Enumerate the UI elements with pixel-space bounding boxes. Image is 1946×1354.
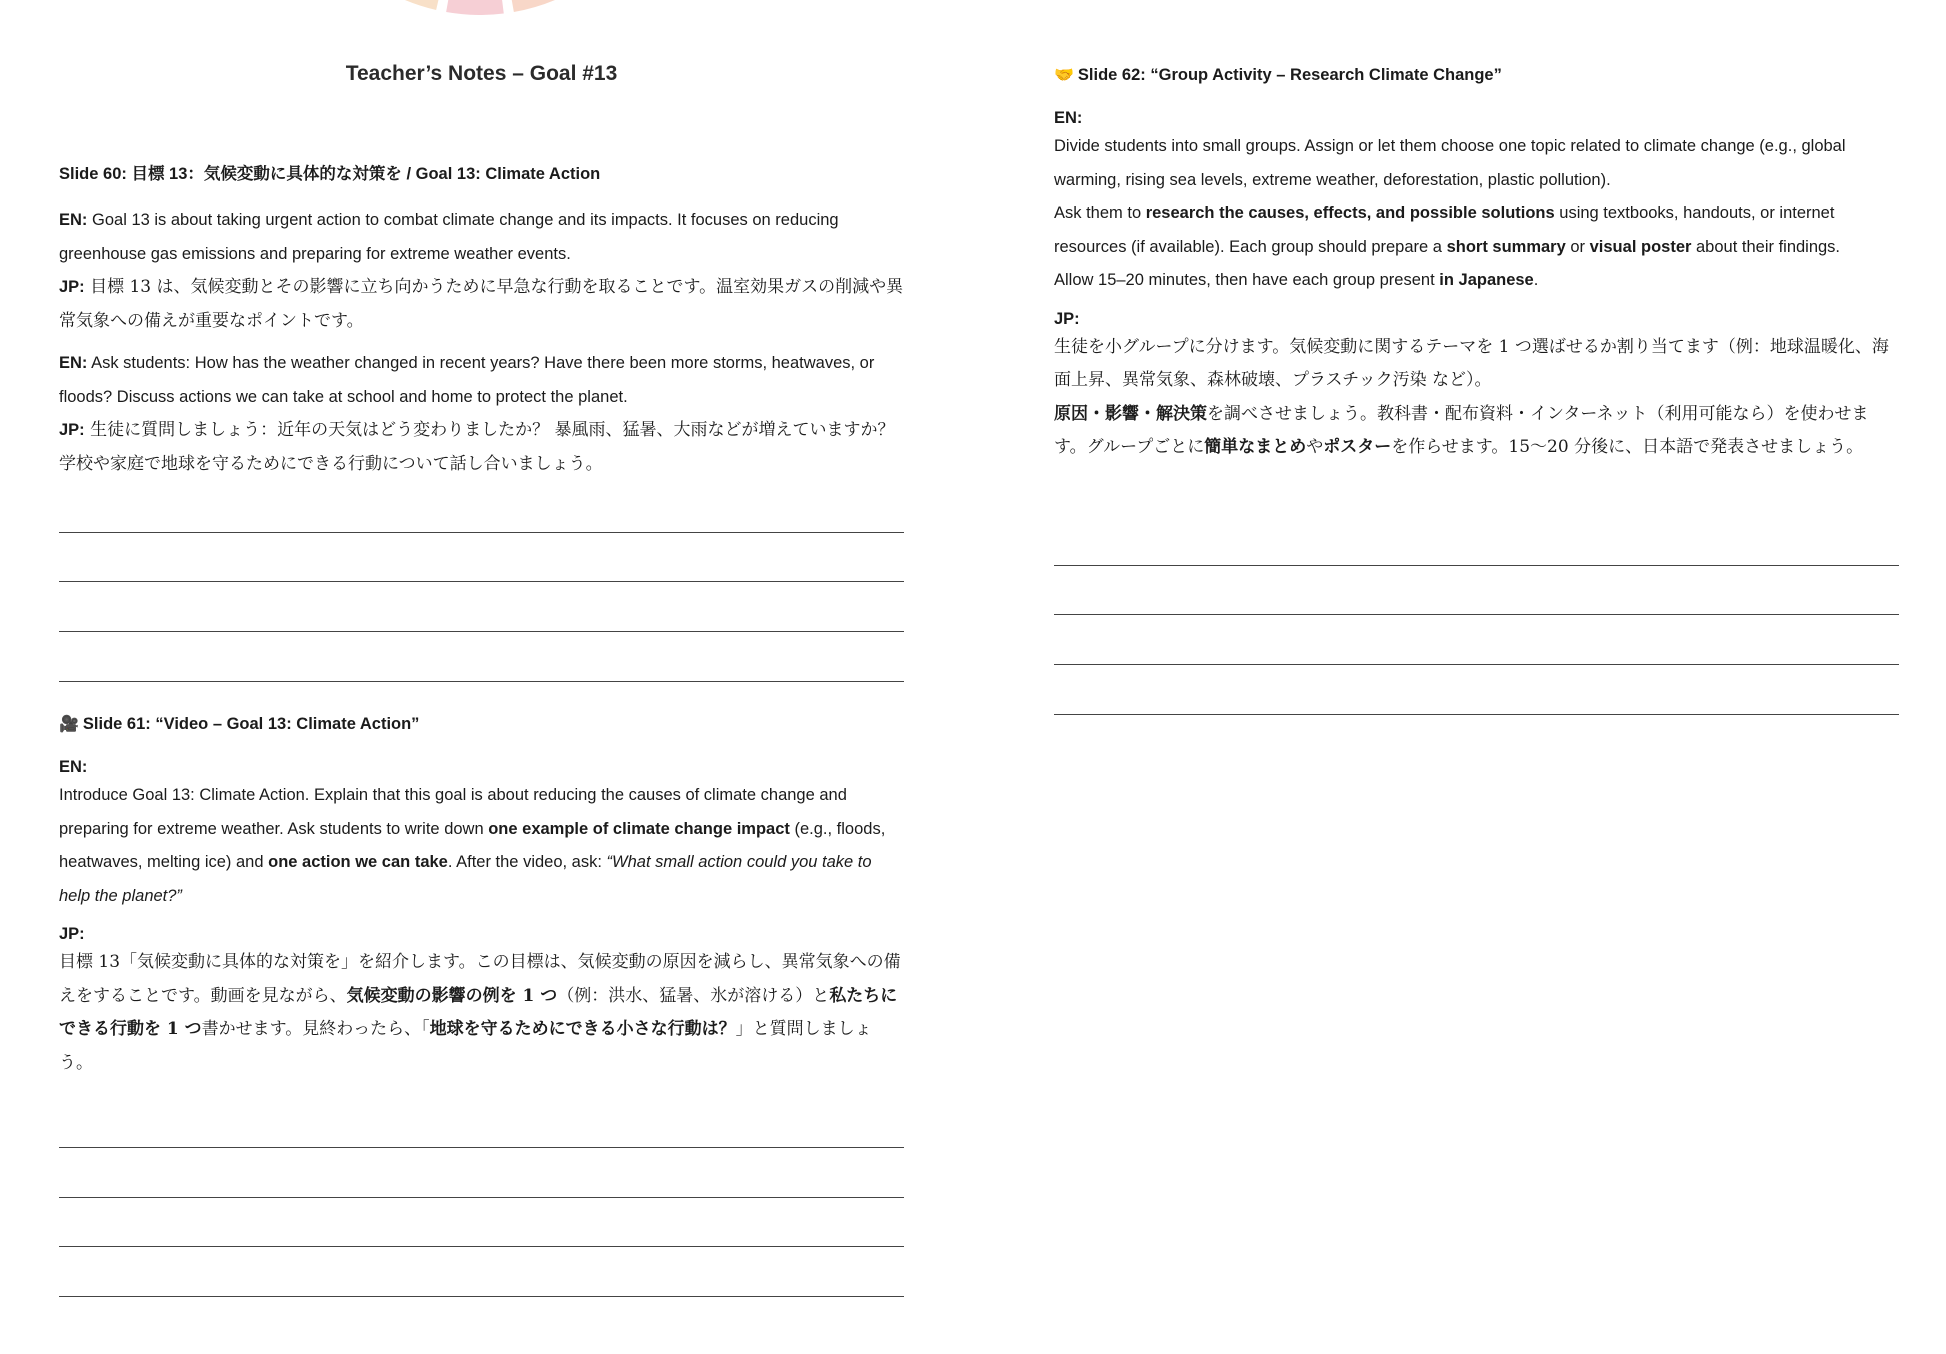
slide-61-jp: 目標 13「気候変動に具体的な対策を」を紹介します。この目標は、気候変動の原因を減らし、異常気象への備えをすることです。動画を見ながら、気候変動の影響の例を 1 つ（例：洪水、猛暑、氷が溶ける）と私たちにできる行動を 1 つ書かせます。見終わったら、「地球を守るためにできる小さな行動は？」と質問しましょう。 [59, 952, 901, 1073]
slide-62-jp-1: 生徒を小グループに分けます。気候変動に関するテーマを 1 つ選ばせるか割り当てます（例：地球温暖化、海面上昇、異常気象、森林破壊、プラスチック汚染 など）。 [1054, 336, 1889, 390]
writing-line [1054, 614, 1899, 615]
writing-line [59, 532, 904, 533]
slide-60-jp-1: JP: 目標 13 は、気候変動とその影響に立ち向かうために早急な行動を取ることです。温室効果ガスの削減や異常気象への備えが重要なポイントです。 [59, 277, 904, 331]
slide-62-en-label: EN: [1054, 109, 1083, 127]
slide-61-en-label: EN: [59, 758, 88, 776]
slide-61-jp-label: JP: [59, 925, 85, 943]
writing-line [59, 1246, 904, 1247]
slide-60-jp-2: JP: 生徒に質問しましょう：近年の天気はどう変わりましたか？ 暴風雨、猛暑、大雨などが増えていますか？ 学校や家庭で地球を守るためにできる行動について話し合いましょう。 [59, 420, 895, 474]
wheel-segment [446, 0, 504, 15]
writing-line [59, 631, 904, 632]
video-camera-icon: 🎥 [59, 716, 79, 733]
slide-62-heading: 🤝 Slide 62: “Group Activity – Research Climate Change” [1054, 66, 1502, 84]
page-title: Teacher’s Notes – Goal #13 [345, 62, 618, 85]
writing-line [59, 681, 904, 682]
slide-61-en: Introduce Goal 13: Climate Action. Explain that this goal is about reducing the causes of climate change and preparing for extreme weather. Ask students to write down one example of climate change impact (e.g., floods, heatwaves, melting ice) and one action we can take. After the video, ask: “What small action could you take to help the planet?” [59, 786, 886, 905]
writing-line [1054, 714, 1899, 715]
slide-62-jp-2: 原因・影響・解決策を調べさせましょう。教科書・配布資料・インターネット（利用可能なら）を使わせます。グループごとに簡単なまとめやポスターを作らせます。15〜20 分後に、日本語で発表させましょう。 [1054, 403, 1869, 457]
writing-line [1054, 565, 1899, 566]
slide-62-en-3: Allow 15–20 minutes, then have each group present in Japanese. [1054, 271, 1539, 289]
wheel-segment [494, 0, 569, 12]
writing-line [59, 1197, 904, 1198]
slide-61-notes [59, 712, 904, 1080]
slide-60-notes [59, 162, 904, 481]
slide-60-heading: Slide 60: 目標 13：気候変動に具体的な対策を / Goal 13: Climate Action [59, 165, 601, 183]
handshake-icon: 🤝 [1054, 67, 1074, 84]
writing-line [1054, 664, 1899, 665]
writing-line [59, 581, 904, 582]
slide-62-jp-label: JP: [1054, 309, 1080, 328]
slide-60-en-1: EN: Goal 13 is about taking urgent action to combat climate change and its impacts. It focuses on reducing greenhouse gas emissions and preparing for extreme weather events. [59, 211, 839, 263]
slide-61-heading: 🎥 Slide 61: “Video – Goal 13: Climate Action” [59, 715, 420, 733]
slide-62-en-2: Ask them to research the causes, effects, and possible solutions using textbooks, handouts, or internet resources (if available). Each group should prepare a short summary or visual poster about their findings. [1054, 204, 1841, 256]
writing-line [59, 1147, 904, 1148]
slide-62-en-1: Divide students into small groups. Assign or let them choose one topic related to climate change (e.g., global warming, rising sea levels, extreme weather, deforestation, plastic pollution). [1054, 137, 1846, 189]
slide-62-notes [1054, 63, 1899, 465]
writing-line [59, 1296, 904, 1297]
slide-60-en-2: EN: Ask students: How has the weather changed in recent years? Have there been more storms, heatwaves, or floods? Discuss actions we can take at school and home to protect the planet. [59, 354, 875, 406]
